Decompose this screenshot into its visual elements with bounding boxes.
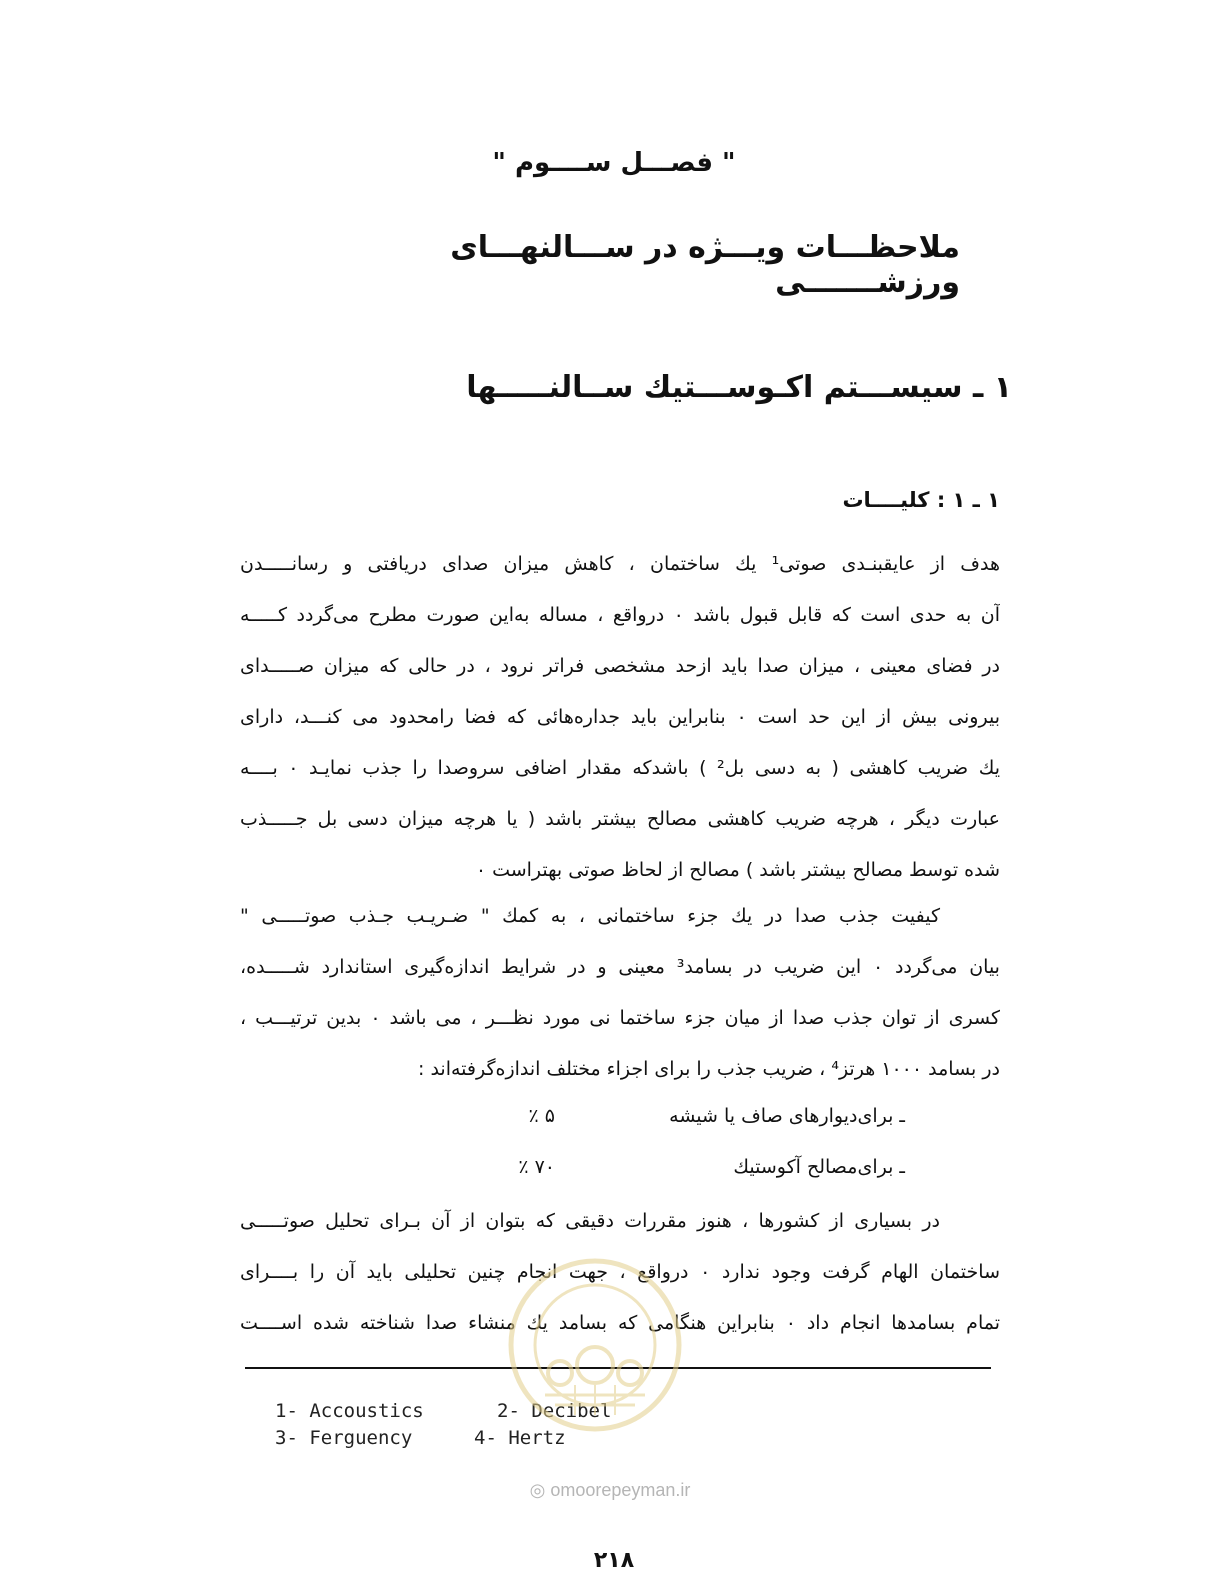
text-line: بیان می‌گردد ۰ این ضریب در بسامد³ معینی و در شرایط اندازه‌گیری استاندارد شـــــده،	[240, 956, 1000, 978]
footnote-3: 3- Ferguency	[275, 1427, 413, 1449]
watermark-site	[510, 1480, 710, 1501]
text-line: عبارت دیگر ، هرچه ضریب کاهشی مصالح بیشتر باشد ( یا هرچه میزان دسی بل جـــــذب	[240, 808, 1000, 830]
text-line: کیفیت جذب صدا در یك جزء ساختمانی ، به کمك " ضـریـب جـذب صوتـــــی "	[240, 905, 940, 927]
footnote-2: 2- Decibel	[497, 1400, 612, 1422]
text-line: کسری از توان جذب صدا از میان جزء ساختما نی مورد نظـــر ، می باشد ۰ بدین ترتیـــب ،	[240, 1007, 1000, 1029]
list-item-label: ـ برای‌دیوارهای صاف یا شیشه	[669, 1105, 905, 1127]
paragraph-intro	[240, 546, 1000, 903]
chapter-label: " فصـــل ســــوم "	[492, 148, 736, 178]
text-line: آن به حدی است که قابل قبول باشد ۰ درواقع ، مساله به‌این صورت مطرح می‌گردد کـــــه	[240, 604, 1000, 626]
globe-icon: ◎	[529, 1480, 546, 1500]
text-line: در بسیاری از کشورها ، هنوز مقررات دقیقی که بتوان از آن بـرای تحلیل صوتـــــی	[240, 1210, 940, 1232]
footnote-divider	[245, 1367, 991, 1369]
footnote-1: 1- Accoustics	[275, 1400, 424, 1422]
chapter-title: ملاحظـــات ویـــژه در ســـالنهـــای ورزشـــــــی	[450, 230, 960, 300]
list-item-value: ۵ ٪	[528, 1105, 555, 1127]
text-line: شده توسط مصالح بیشتر باشد ) مصالح از لحاظ صوتی بهتراست ۰	[475, 859, 1000, 881]
text-line: در بسامد ۱۰۰۰ هرتز⁴ ، ضریب جذب را برای اجزاء مختلف اندازه‌گرفته‌اند :	[418, 1058, 1000, 1080]
text-line: یك ضریب کاهشی ( به دسی بل² ) باشدکه مقدار اضافی سروصدا را جذب نمایـد ۰ بــــه	[240, 757, 1000, 779]
paragraph-regulations	[240, 1203, 1000, 1356]
watermark-site-text: omoorepeyman.ir	[550, 1480, 691, 1500]
list-item	[0, 1105, 1228, 1135]
page-number: ۲۱۸	[593, 1548, 635, 1573]
text-line: در فضای معینی ، میزان صدا باید ازحد مشخصی فراتر نرود ، در حالی که میزان صـــــدای	[240, 655, 1000, 677]
text-line: هدف از عایقبنـدی صوتی¹ یك ساختمان ، کاهش میزان صدای دریافتی و رسانـــــدن	[240, 553, 1000, 575]
section-heading: ۱ ـ سیســـتم اکـوســـتیك ســالنـــــها	[466, 370, 1012, 405]
text-line: تمام بسامدها انجام داد ۰ بنابراین هنگامی که بسامد یك منشاء صدا شناخته شده اســــت	[240, 1312, 1000, 1334]
paragraph-absorption	[240, 898, 1000, 1102]
list-item	[0, 1156, 1228, 1186]
text-line: بیرونی بیش از این حد است ۰ بنابراین باید جداره‌هائی که فضا رامحدود می کنـــد، دارای	[240, 706, 1000, 728]
text-line: ساختمان الهام گرفت وجود ندارد ۰ درواقع ، جهت انجام چنین تحلیلی باید آن را بــــرای	[240, 1261, 1000, 1283]
list-item-label: ـ برای‌مصالح آکوستیك	[733, 1156, 905, 1178]
footnote-4: 4- Hertz	[474, 1427, 566, 1449]
list-item-value: ۷۰ ٪	[518, 1156, 555, 1178]
subsection-heading: ۱ ـ ۱ : کلیــــات	[842, 488, 1000, 512]
